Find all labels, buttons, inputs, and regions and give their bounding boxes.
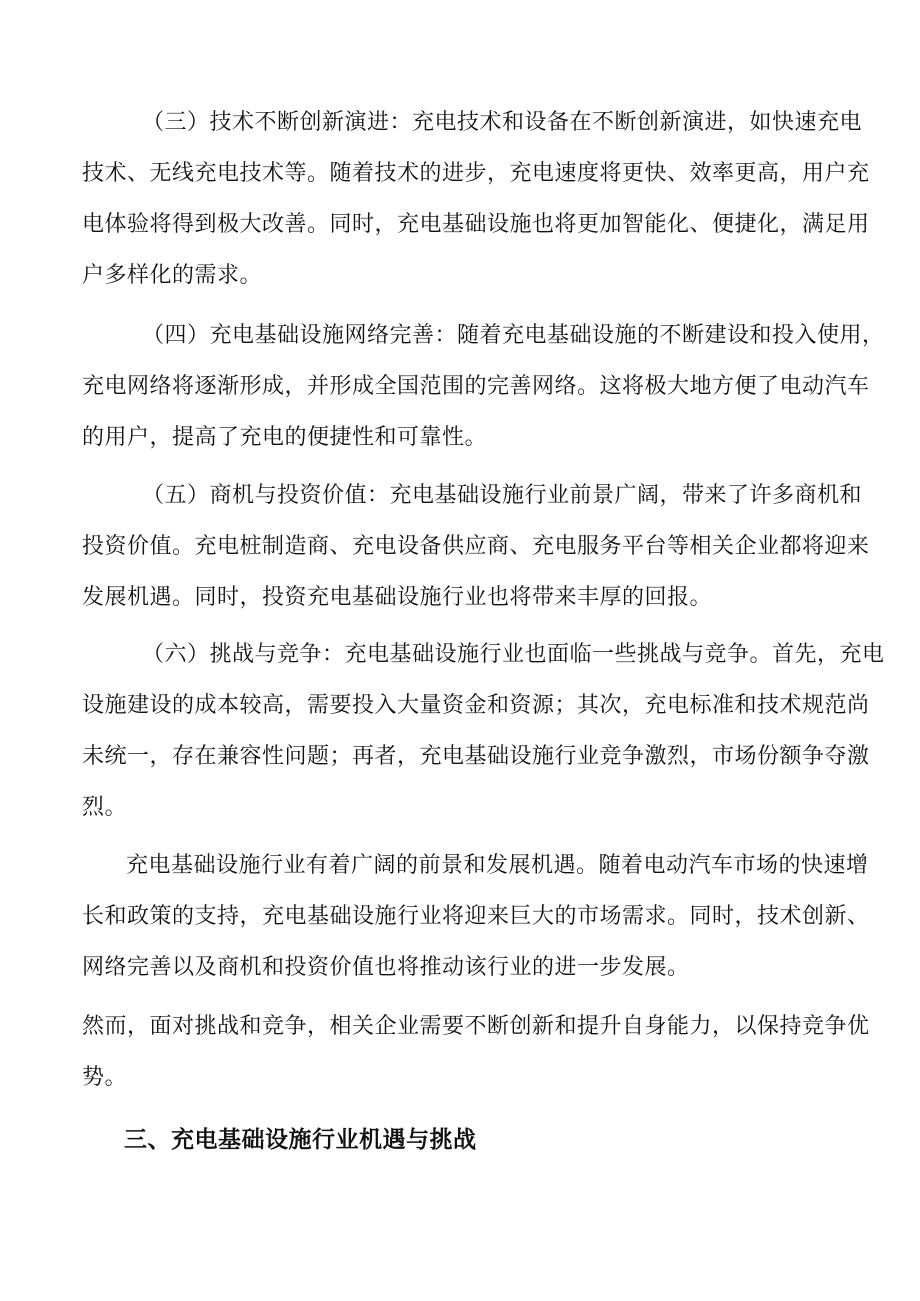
text-line: （三）技术不断创新演进：充电技术和设备在不断创新演进，如快速充电 — [142, 110, 863, 135]
text-line: （六）挑战与竞争：充电基础设施行业也面临一些挑战与竞争。首先，充电 — [142, 642, 885, 667]
text-line: 充电基础设施行业有着广阔的前景和发展机遇。随着电动汽车市场的快速增 — [126, 853, 869, 878]
text-line: （四）充电基础设施网络完善：随着充电基础设施的不断建设和投入使用， — [142, 323, 885, 348]
text-line: （五）商机与投资价值：充电基础设施行业前景广阔，带来了许多商机和 — [142, 483, 863, 508]
text-line: 户多样化的需求。 — [82, 263, 263, 288]
text-line: 长和政策的支持，充电基础设施行业将迎来巨大的市场需求。同时，技术创新、 — [82, 904, 870, 929]
text-line: 充电网络将逐渐形成，并形成全国范围的完善网络。这将极大地方便了电动汽车 — [82, 374, 870, 399]
text-line: 网络完善以及商机和投资价值也将推动该行业的进一步发展。 — [82, 955, 690, 980]
text-line: 然而，面对挑战和竞争，相关企业需要不断创新和提升自身能力，以保持竞争优 — [82, 1014, 870, 1039]
text-line: 电体验将得到极大改善。同时，充电基础设施也将更加智能化、便捷化，满足用 — [82, 212, 870, 237]
text-line: 设施建设的成本较高，需要投入大量资金和资源；其次，充电标准和技术规范尚 — [82, 693, 870, 718]
text-line: 发展机遇。同时，投资充电基础设施行业也将带来丰厚的回报。 — [82, 585, 713, 610]
section-heading: 三、充电基础设施行业机遇与挑战 — [124, 1127, 477, 1153]
text-line: 技术、无线充电技术等。随着技术的进步，充电速度将更快、效率更高，用户充 — [82, 161, 870, 186]
text-line: 烈。 — [82, 795, 128, 820]
text-line: 未统一，存在兼容性问题；再者，充电基础设施行业竞争激烈，市场份额争夺激 — [82, 744, 870, 769]
text-line: 势。 — [82, 1065, 128, 1090]
text-line: 的用户，提高了充电的便捷性和可靠性。 — [82, 425, 488, 450]
text-line: 投资价值。充电桩制造商、充电设备供应商、充电服务平台等相关企业都将迎来 — [82, 534, 870, 559]
